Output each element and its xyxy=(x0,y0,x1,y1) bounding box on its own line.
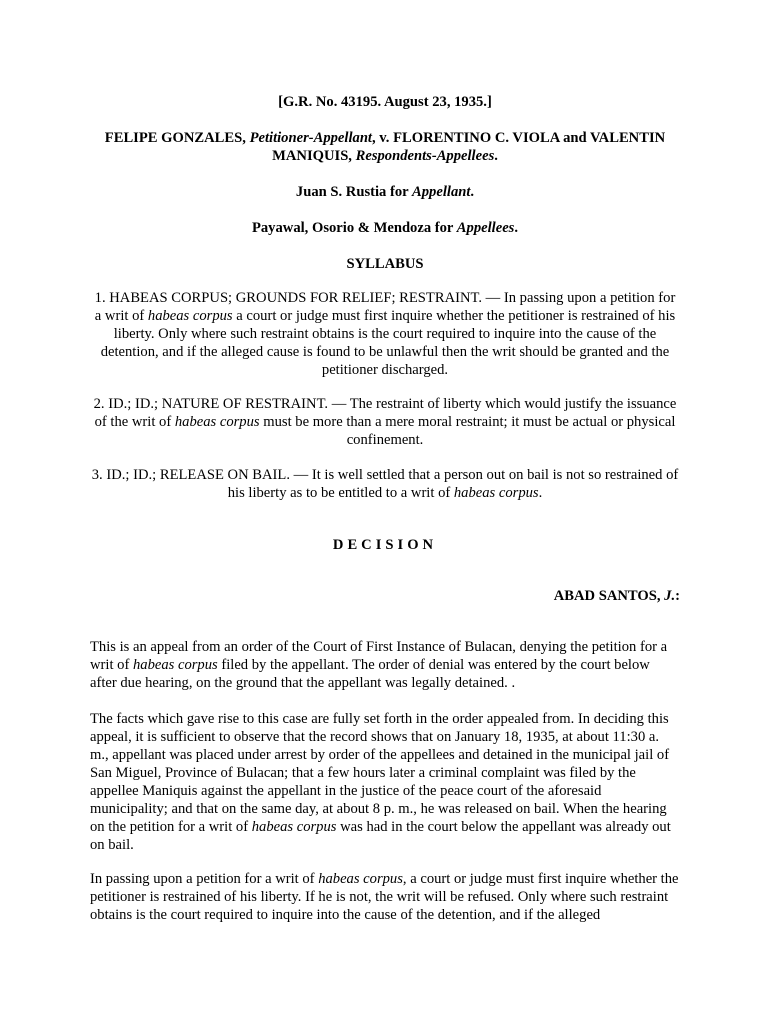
paragraph-text: , a court or judge must first inquire whether the petitioner is restrained of his liberty. If he is not, the writ will be refused. Only where such restraint obtains is the court required to inquire into the cause of the detention, and if the alleged xyxy=(90,871,679,923)
decision-paragraph-1 xyxy=(90,638,680,692)
syllabus-text: 3. ID.; ID.; RELEASE ON BAIL. — It is well settled that a person out on bail is not so restrained of his liberty as to be entitled to a writ of xyxy=(91,467,679,501)
syllabus-text: . xyxy=(538,485,543,501)
paragraph-text: The facts which gave rise to this case are fully set forth in the order appealed from. In deciding this appeal, it is sufficient to observe that the record shows that on January 18, 1935, at about 11:30 a. m., appellant was placed under arrest by order of the appellees and detained in the municipal jail of San Miguel, Province of Bulacan; that a few hours later a criminal complaint was filed by the appellee Maniquis against the appellant in the justice of the peace court of the aforesaid municipality; and that on the same day, at about 8 p. m., he was released on bail. When the hearing on the petition for a writ of xyxy=(90,711,670,835)
syllabus-text: must be more than a mere moral restraint; it must be actual or physical confinement. xyxy=(259,414,676,448)
counsel-text: . xyxy=(514,220,519,236)
judge-text: ABAD SANTOS, xyxy=(553,588,665,604)
syllabus-italic: habeas corpus xyxy=(174,414,260,430)
parties-role: Petitioner-Appellant xyxy=(249,130,372,146)
counsel-text: . xyxy=(470,184,475,200)
paragraph-italic: habeas corpus xyxy=(318,871,403,887)
counsel-text: Juan S. Rustia for xyxy=(295,184,413,200)
paragraph-italic: habeas corpus xyxy=(251,819,337,835)
judge-text: : xyxy=(675,588,680,604)
paragraph-text: was had in the court below the appellant was already out on bail. xyxy=(90,819,671,853)
decision-paragraph-2 xyxy=(90,710,680,854)
syllabus-italic: habeas corpus xyxy=(147,308,233,324)
judge-title: J. xyxy=(664,588,676,604)
case-parties xyxy=(90,129,680,165)
syllabus-item-1 xyxy=(90,289,680,379)
syllabus-item-2 xyxy=(90,395,680,449)
parties-text: FELIPE GONZALES, xyxy=(104,130,250,146)
counsel-appellant xyxy=(90,183,680,201)
syllabus-italic: habeas corpus xyxy=(453,485,539,501)
syllabus-text: 1. HABEAS CORPUS; GROUNDS FOR RELIEF; RESTRAINT. — In passing upon a petition for a writ of xyxy=(94,290,676,324)
case-number: [G.R. No. 43195. August 23, 1935.] xyxy=(278,94,492,110)
paragraph-text: This is an appeal from an order of the Court of First Instance of Bulacan, denying the petition for a writ of xyxy=(90,639,668,673)
parties-text: , v. FLORENTINO C. VIOLA and VALENTIN xyxy=(372,130,666,146)
parties-text: MANIQUIS, xyxy=(272,148,356,164)
syllabus-item-3 xyxy=(90,466,680,502)
paragraph-text: In passing upon a petition for a writ of xyxy=(90,871,319,887)
judge-name xyxy=(90,587,680,605)
counsel-appellees xyxy=(90,219,680,237)
paragraph-text: filed by the appellant. The order of denial was entered by the court below after due hearing, on the ground that the appellant was legally detained. . xyxy=(90,657,650,691)
syllabus-text: 2. ID.; ID.; NATURE OF RESTRAINT. — The restraint of liberty which would justify the issuance of the writ of xyxy=(93,396,677,430)
decision-paragraph-3 xyxy=(90,870,680,924)
parties-text: . xyxy=(494,148,498,164)
counsel-text: Payawal, Osorio & Mendoza for xyxy=(251,220,457,236)
paragraph-italic: habeas corpus xyxy=(132,657,218,673)
syllabus-text: a court or judge must first inquire whether the petitioner is restrained of his liberty. Only where such restraint obtains is the court required to inquire into the cause of the detention, and if the alleged cause is found to be unlawful then the writ should be granted and the petitioner discharged. xyxy=(100,308,676,378)
counsel-role: Appellant xyxy=(412,184,471,200)
decision-heading: DECISION xyxy=(332,537,438,553)
parties-role: Respondents-Appellees xyxy=(355,148,495,164)
counsel-role: Appellees xyxy=(456,220,515,236)
syllabus-heading: SYLLABUS xyxy=(346,256,424,272)
